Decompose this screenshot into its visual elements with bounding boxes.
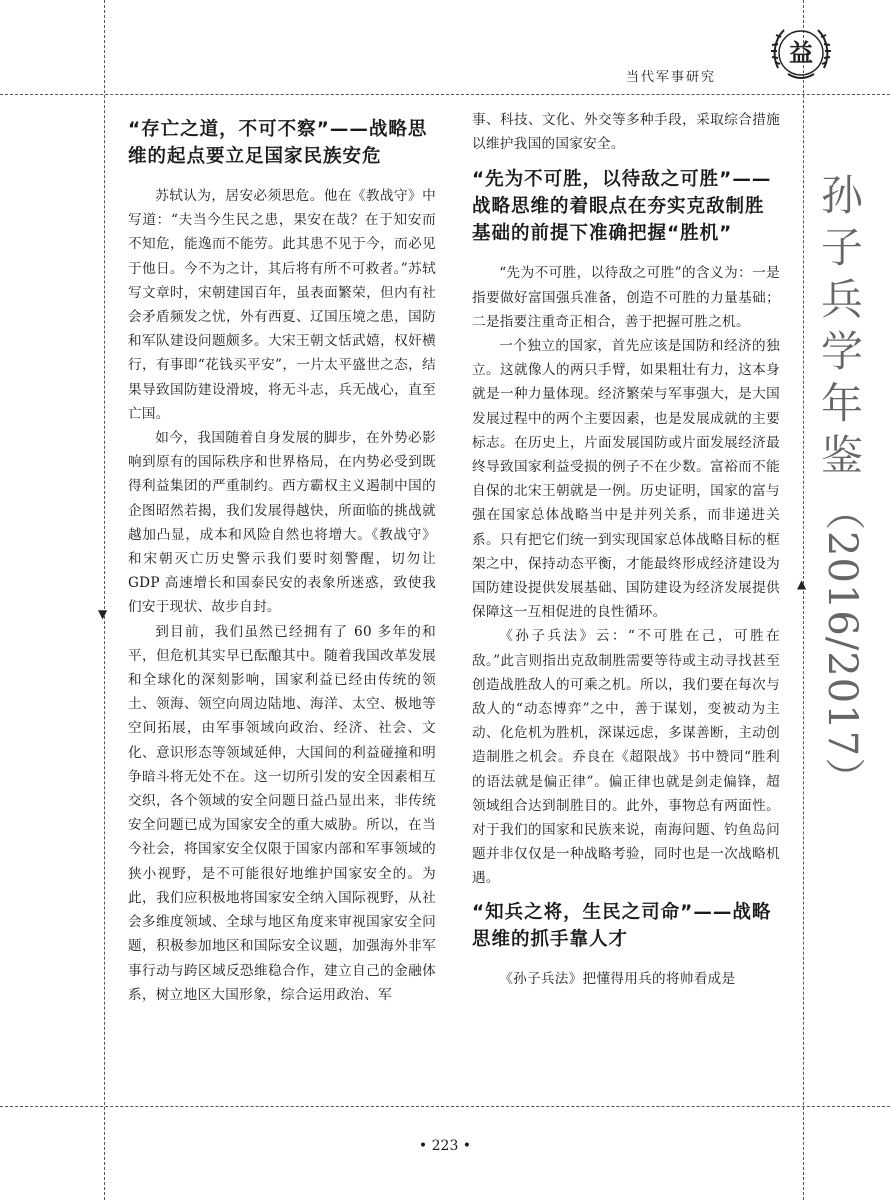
down-arrow-icon: ▼ (98, 607, 108, 621)
up-arrow-icon: ▲ (797, 577, 807, 591)
journal-name: 当代军事研究 (626, 70, 717, 85)
left-column (128, 112, 436, 1007)
body-paragraph: “先为不可胜，以待敌之可胜”的含义为：一是指要做好富国强兵准备，创造不可胜的力量基础；二是指要注重奇正相合，善于把握可胜之机。 (472, 265, 780, 330)
body-paragraph: 如今，我国随着自身发展的脚步，在外势必影响到原有的国际秩序和世界格局，在内势必受到既得利益集团的严重制约。西方霸权主义遏制中国的企图昭然若揭，我们发展得越快，所面临的挑战就越加凸显，成本和风险自然也将增大。《教战守》和宋朝灭亡历史警示我们要时刻警醒，切勿让 GDP 高速增长和国泰民安的表象所迷惑，致使我们安于现状、故步自封。 (128, 430, 436, 616)
section-heading: “存亡之道，不可不察”——战略思维的起点要立足国家民族安危 (128, 119, 428, 167)
body-paragraph: 一个独立的国家，首先应该是国防和经济的独立。这就像人的两只手臂，如果粗壮有力，这本身就是一种力量体现。经济繁荣与军事强大，是大国发展过程中的两个主要因素，也是发展成就的主要标志。在历史上，片面发展国防或片面发展经济最终导致国家利益受损的例子不在少数。富裕而不能自保的北宋王朝就是一例。历史证明，国家的富与强在国家总体战略当中是并列关系，而非递进关系。只有把它们统一到实现国家总体战略目标的框架之中，保持动态平衡，才能最终形成经济建设为国防建设提供发展基础、国防建设为经济发展提供保障这一互相促进的良性循环。 (472, 338, 780, 621)
side-title-char: 年 (820, 379, 863, 428)
body-paragraph-continued: 事、科技、文化、外交等多种手段，采取综合措施以维护我国的国家安全。 (472, 112, 780, 153)
right-column (472, 108, 780, 991)
section-heading: “先为不可胜，以待敌之可胜”——战略思维的着眼点在夯实克敌制胜基础的前提下准确把握“胜机” (472, 169, 772, 245)
side-title-char: 子 (820, 223, 863, 272)
side-title-char: 鉴 (820, 431, 863, 480)
body-paragraph: 苏轼认为，居安必须思危。他在《教战守》中写道：“夫当今生民之患，果安在哉？在于知安而不知危，能逸而不能劳。此其患不见于今，而必见于他日。今不为之计，其后将有所不可救者。”苏轼写文章时，宋朝建国百年，虽表面繁荣，但内有社会矛盾频发之忧，外有西夏、辽国压境之患，国防和军队建设问题颇多。大宋王朝文恬武嬉，权奸横行，有事即“花钱买平安”，一片太平盛世之态，结果导致国防建设滑坡，将无斗志，兵无战心，直至亡国。 (128, 188, 436, 422)
yearbook-emblem-icon (768, 20, 834, 86)
bottom-dashed-rule (0, 1106, 890, 1107)
side-title-char: 学 (820, 327, 863, 376)
right-dashed-rule (803, 0, 804, 1200)
body-paragraph: 《孙子兵法》把懂得用兵的将帅看成是 (499, 970, 736, 987)
body-paragraph: 《孙子兵法》云：“不可胜在己，可胜在敌。”此言则指出克敌制胜需要等待或主动寻找甚至创造战胜敌人的可乘之机。所以，我们要在每次与敌人的“动态博弈”之中，善于谋划，变被动为主动、化危机为胜机，深谋远虑，多谋善断，主动创造制胜之机会。乔良在《超限战》书中赞同“胜利的语法就是偏正律”。偏正律也就是剑走偏锋，超领域组合达到制胜目的。此外，事物总有两面性。对于我们的国家和民族来说，南海问题、钓鱼岛问题并非仅仅是一种战略考验，同时也是一次战略机遇。 (472, 628, 780, 887)
side-title-char: 兵 (820, 275, 863, 324)
left-dashed-rule (104, 0, 105, 1200)
page-number: • 223 • (418, 1138, 472, 1154)
yearbook-side-title (812, 170, 872, 798)
top-dashed-rule (0, 94, 890, 95)
emblem-character: 益 (789, 38, 813, 67)
side-title-year: （2016/2017） (819, 490, 865, 799)
section-heading: “知兵之将，生民之司命”——战略思维的抓手靠人才 (472, 901, 772, 950)
body-paragraph: 到目前，我们虽然已经拥有了 60 多年的和平，但危机其实早已酝酿其中。随着我国改革发展和全球化的深刻影响，国家利益已经由传统的领土、领海、领空向周边陆地、海洋、太空、极地等空间拓展，由军事领域向政治、经济、社会、文化、意识形态等领域延伸，大国间的利益碰撞和明争暗斗将无处不在。这一切所引发的安全因素相互交织，各个领域的安全问题日益凸显出来，非传统安全问题已成为国家安全的重大威胁。所以，在当今社会，将国家安全仅限于国家内部和军事领域的狭小视野，是不可能很好地维护国家安全的。为此，我们应积极地将国家安全纳入国际视野，从社会多维度领域、全球与地区角度来审视国家安全问题，积极参加地区和国际安全议题，加强海外非军事行动与跨区域反恐维稳合作，建立自己的金融体系，树立地区大国形象，综合运用政治、军 (128, 623, 436, 1003)
side-title-char: 孙 (820, 171, 863, 220)
